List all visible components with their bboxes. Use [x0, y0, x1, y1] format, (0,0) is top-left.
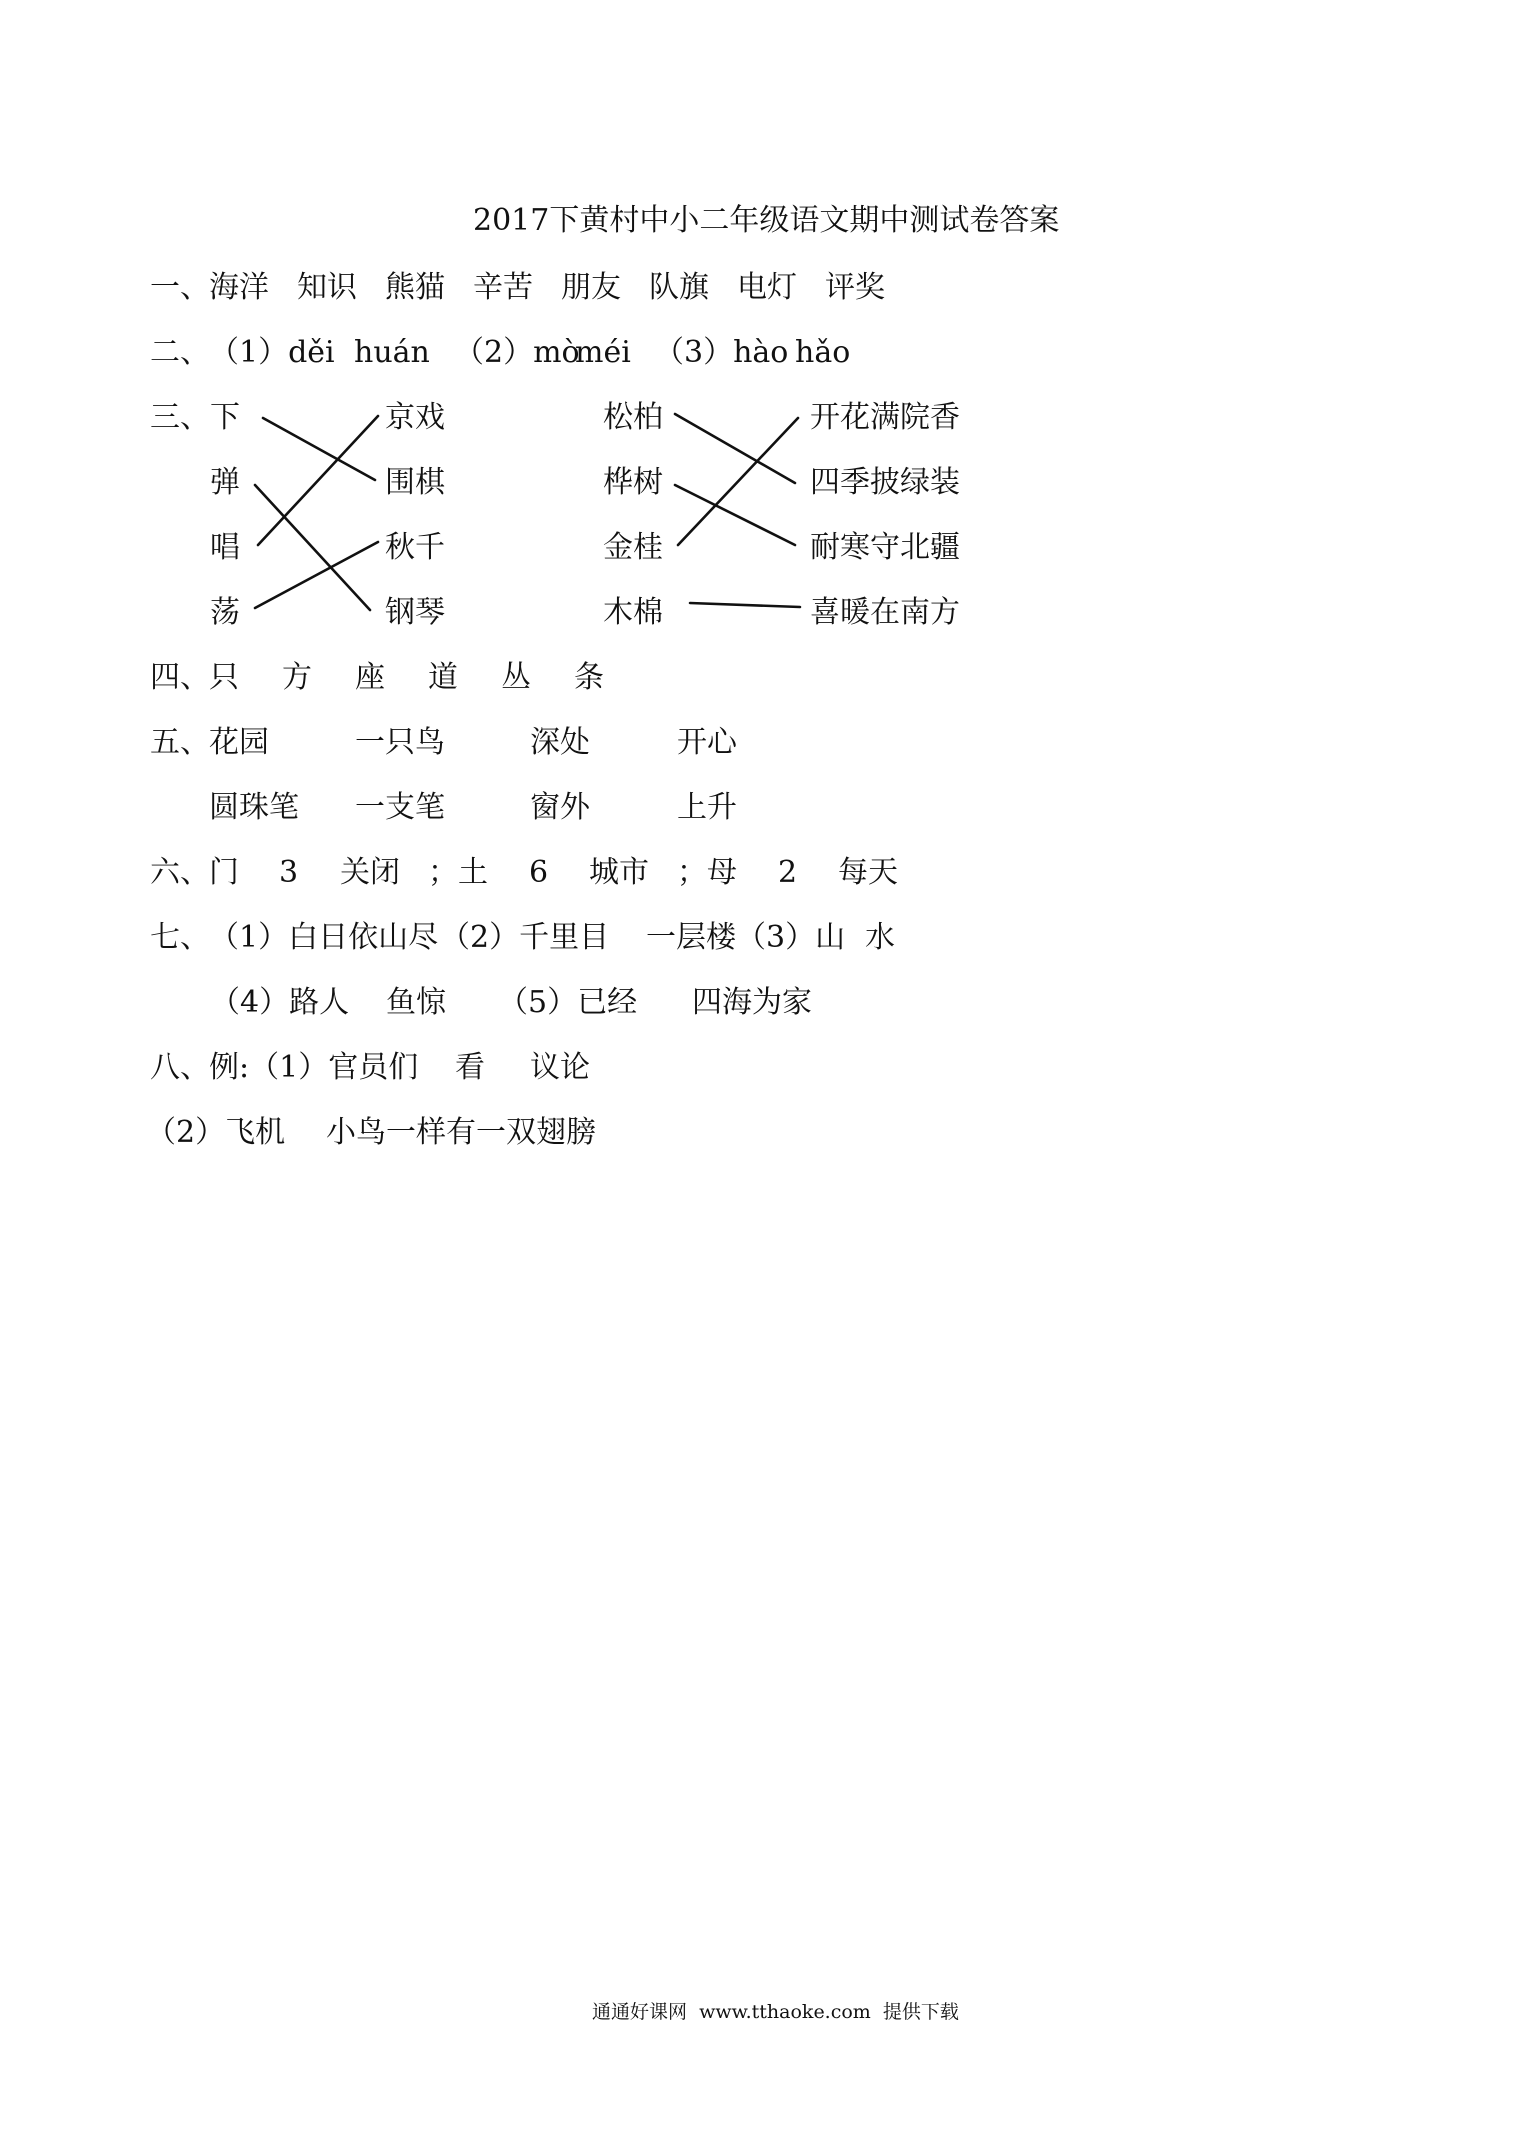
- section-4-label: 四、: [150, 660, 210, 695]
- match-line: [678, 418, 798, 545]
- s1-word: 辛苦: [473, 270, 533, 305]
- s6-item: 城市: [589, 855, 649, 890]
- s7-item: 鱼惊: [386, 985, 446, 1020]
- s1-word: 知识: [297, 270, 357, 305]
- match-left-b: 松柏: [603, 400, 663, 435]
- match-left-a: 唱: [210, 530, 240, 565]
- match-left-b: 金桂: [603, 530, 663, 565]
- s8-item: 例:（1）官员们: [209, 1050, 419, 1085]
- s7-item: 一层楼（3）山: [646, 920, 846, 955]
- s1-word: 朋友: [561, 270, 621, 305]
- match-left-a: 弹: [210, 465, 240, 500]
- section-3-label: 三、: [150, 400, 210, 435]
- s1-word: 熊猫: [385, 270, 445, 305]
- s1-word: 队旗: [649, 270, 709, 305]
- s8-item: 看: [455, 1050, 485, 1085]
- match-right-a: 钢琴: [385, 595, 445, 630]
- s8-item: （2）飞机: [146, 1115, 286, 1150]
- match-right-a: 京戏: [385, 400, 445, 435]
- s2-pinyin: （1）děi: [209, 335, 335, 370]
- s6-item: 3: [279, 855, 299, 890]
- section-5-label: 五、: [150, 725, 210, 760]
- s4-word: 丛: [501, 660, 531, 695]
- section-1-label: 一、: [150, 270, 210, 305]
- section-7-label: 七、: [150, 920, 210, 955]
- s5-word: 一只鸟: [355, 725, 445, 760]
- match-line: [675, 485, 795, 545]
- s1-word: 电灯: [737, 270, 797, 305]
- s4-word: 座: [355, 660, 385, 695]
- match-line: [255, 485, 370, 610]
- s1-word: 海洋: [209, 270, 269, 305]
- match-right-b: 耐寒守北疆: [810, 530, 960, 565]
- section-2-label: 二、: [150, 335, 210, 370]
- footer-source: 通通好课网 www.tthaoke.com 提供下载: [592, 2001, 959, 2023]
- s6-item: 每天: [838, 855, 898, 890]
- match-line: [263, 418, 375, 480]
- match-left-a: 荡: [210, 595, 240, 630]
- s5-word: 花园: [209, 725, 269, 760]
- s7-item: 水: [865, 920, 895, 955]
- match-left-b: 木棉: [603, 595, 663, 630]
- match-line: [675, 414, 795, 483]
- match-right-a: 秋千: [385, 530, 445, 565]
- s5-word: 上升: [677, 790, 737, 825]
- section-8-label: 八、: [150, 1050, 210, 1085]
- s4-word: 方: [282, 660, 312, 695]
- page-title: 2017下黄村中小二年级语文期中测试卷答案: [473, 203, 1060, 238]
- match-left-b: 桦树: [603, 465, 663, 500]
- s6-item: ；土: [428, 855, 488, 890]
- match-right-b: 喜暖在南方: [810, 595, 960, 630]
- s8-item: 议论: [530, 1050, 590, 1085]
- section-6-label: 六、: [150, 855, 210, 890]
- s5-word: 深处: [530, 725, 590, 760]
- s6-item: 关闭: [340, 855, 400, 890]
- s2-pinyin: （3）hào: [654, 335, 789, 370]
- s2-pinyin: méi: [575, 335, 631, 370]
- match-right-a: 围棋: [385, 465, 445, 500]
- s2-pinyin: （2）mò: [454, 335, 580, 370]
- match-right-b: 四季披绿装: [810, 465, 960, 500]
- s5-word: 一支笔: [355, 790, 445, 825]
- s5-word: 窗外: [530, 790, 590, 825]
- s7-item: （4）路人: [210, 985, 350, 1020]
- s7-item: 四海为家: [692, 985, 812, 1020]
- s1-word: 评奖: [825, 270, 885, 305]
- s4-word: 道: [428, 660, 458, 695]
- s4-word: 只: [209, 660, 239, 695]
- match-line: [690, 603, 800, 607]
- s7-item: （1）白日依山尽: [209, 920, 439, 955]
- s4-word: 条: [574, 660, 604, 695]
- s6-item: 门: [209, 855, 239, 890]
- s2-pinyin: huán: [354, 335, 430, 370]
- s7-item: （5）已经: [498, 985, 638, 1020]
- s8-item: 小鸟一样有一双翅膀: [326, 1115, 596, 1150]
- match-right-b: 开花满院香: [810, 400, 960, 435]
- s6-item: 6: [529, 855, 549, 890]
- match-line: [258, 416, 378, 545]
- s5-word: 圆珠笔: [209, 790, 299, 825]
- s6-item: ；母: [677, 855, 737, 890]
- match-left-a: 下: [210, 400, 240, 435]
- s2-pinyin: hǎo: [795, 335, 851, 370]
- s6-item: 2: [778, 855, 798, 890]
- s7-item: （2）千里目: [440, 920, 610, 955]
- s5-word: 开心: [677, 725, 737, 760]
